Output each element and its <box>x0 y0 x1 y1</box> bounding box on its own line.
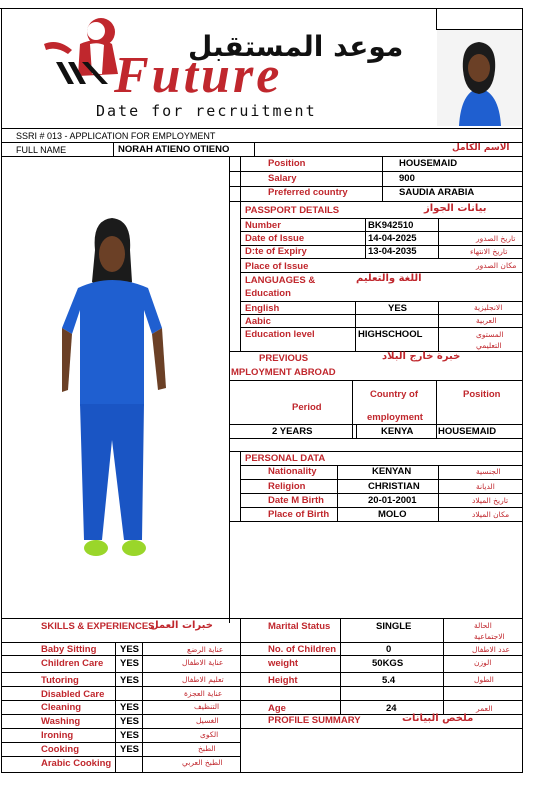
place-of-birth-label-ar: مكان الميلاد <box>472 510 510 519</box>
religion-label: Religion <box>268 481 306 492</box>
skill-value: YES <box>120 730 140 741</box>
experience-position: HOUSEMAID <box>438 426 497 437</box>
children-label-ar: عدد الاطفال <box>472 645 510 654</box>
previous-employment-heading-ar: خبرة خارج البلاد <box>382 351 461 362</box>
education-level-value: HIGHSCHOOL <box>358 329 423 340</box>
date-of-issue-label: Date of Issue <box>245 233 305 244</box>
skill-label: Baby Sitting <box>41 644 97 655</box>
country-column-header-2: employment <box>367 412 423 423</box>
skill-value: YES <box>120 702 140 713</box>
date-of-expiry-label-ar: تاريخ الانتهاء <box>470 247 508 256</box>
form-title: SSRI # 013 - APPLICATION FOR EMPLOYMENT <box>16 131 216 141</box>
salary-label: Salary <box>268 173 297 184</box>
children-value: 0 <box>386 644 392 655</box>
arabic-label-ar: العربية <box>476 316 497 325</box>
skill-label-ar: الكوى <box>200 730 219 739</box>
logo-tagline: Date for recruitment <box>96 102 317 120</box>
nationality-label: Nationality <box>268 466 317 477</box>
skill-label-ar: الطبخ العربي <box>182 758 223 767</box>
place-of-issue-label-ar: مكان الصدور <box>476 261 517 270</box>
profile-summary-label: PROFILE SUMMARY <box>268 715 361 726</box>
marital-status-value: SINGLE <box>376 621 412 632</box>
religion-value: CHRISTIAN <box>368 481 420 492</box>
previous-employment-heading-1: PREVIOUS <box>259 353 309 364</box>
experience-country: KENYA <box>381 426 414 437</box>
period-column-header: Period <box>292 402 322 413</box>
date-of-birth-value: 20-01-2001 <box>368 495 417 506</box>
marital-status-label-ar-2: الاجتماعية <box>474 632 505 641</box>
personal-data-heading: PERSONAL DATA <box>245 453 326 464</box>
skills-heading-ar: خبرات العمل <box>150 620 213 631</box>
skill-label: Cleaning <box>41 702 82 713</box>
date-of-birth-label-ar: تاريخ الميلاد <box>472 496 509 505</box>
skill-label-ar: التنظيف <box>194 702 220 711</box>
english-value: YES <box>388 303 408 314</box>
company-logo <box>38 14 438 122</box>
applicant-portrait-photo <box>437 30 522 126</box>
height-label: Height <box>268 675 298 686</box>
passport-heading: PASSPORT DETAILS <box>245 205 340 216</box>
skill-label-ar: الغسيل <box>196 716 219 725</box>
skill-value: YES <box>120 744 140 755</box>
place-of-birth-label: Place of Birth <box>268 509 330 520</box>
profile-summary-label-ar: ملخص البيانات <box>402 713 474 724</box>
full-name-label: FULL NAME <box>16 145 67 155</box>
nationality-label-ar: الجنسية <box>476 467 501 476</box>
full-name-value: NORAH ATIENO OTIENO <box>118 144 230 155</box>
full-name-label-ar: الاسم الكامل <box>452 143 510 153</box>
skill-label: Cooking <box>41 744 79 755</box>
date-of-issue-value: 14-04-2025 <box>368 233 417 244</box>
logo-arabic-text: موعد المستقبل <box>188 30 404 63</box>
preferred-country-label: Preferred country <box>268 187 348 198</box>
religion-label-ar: الديانة <box>476 482 495 491</box>
skills-heading: SKILLS & EXPERIENCES <box>41 621 155 632</box>
skill-value: YES <box>120 658 140 669</box>
height-value: 5.4 <box>382 675 396 686</box>
education-level-label-ar-1: المستوى <box>476 330 504 339</box>
position-column-header: Position <box>463 389 501 400</box>
skill-label-ar: عناية الرضع <box>187 645 224 654</box>
english-label: English <box>245 303 280 314</box>
position-value: HOUSEMAID <box>399 158 458 169</box>
languages-heading-ar: اللغة والتعليم <box>356 273 422 284</box>
weight-label: weight <box>268 658 299 669</box>
passport-number-label: Number <box>245 220 281 231</box>
english-label-ar: الانجليزية <box>474 303 503 312</box>
nationality-value: KENYAN <box>372 466 412 477</box>
skill-label-ar: تعليم الاطفال <box>182 675 224 684</box>
logo-future-text: Future <box>114 47 283 104</box>
education-level-label-ar-2: التعليمي <box>476 341 502 350</box>
skill-label: Ironing <box>41 730 74 741</box>
skill-label-ar: الطبخ <box>198 744 216 753</box>
position-label: Position <box>268 158 306 169</box>
marital-status-label-ar-1: الحالة <box>474 621 492 630</box>
height-label-ar: الطول <box>474 675 494 684</box>
skill-label: Arabic Cooking <box>41 758 112 769</box>
skill-value: YES <box>120 675 140 686</box>
applicant-full-body-photo <box>40 210 190 570</box>
languages-heading: LANGUAGES & <box>245 275 316 286</box>
skill-label: Disabled Care <box>41 689 105 700</box>
skill-label: Children Care <box>41 658 104 669</box>
age-value: 24 <box>386 703 397 714</box>
skill-value: YES <box>120 644 140 655</box>
weight-label-ar: الوزن <box>474 658 492 667</box>
place-of-birth-value: MOLO <box>378 509 407 520</box>
skill-label: Tutoring <box>41 675 79 686</box>
skill-label-ar: عناية العجزة <box>184 689 223 698</box>
preferred-country-value: SAUDIA ARABIA <box>399 187 475 198</box>
marital-status-label: Marital Status <box>268 621 331 632</box>
education-level-label: Education level <box>245 329 315 340</box>
education-heading: Education <box>245 288 291 299</box>
experience-period: 2 YEARS <box>272 426 313 437</box>
skill-label-ar: عناية الاطفال <box>182 658 224 667</box>
skill-value: YES <box>120 716 140 727</box>
passport-heading-ar: بيانات الجواز <box>424 203 487 214</box>
date-of-expiry-value: 13-04-2035 <box>368 246 417 257</box>
skill-label: Washing <box>41 716 81 727</box>
age-label: Age <box>268 703 286 714</box>
age-label-ar: العمر <box>476 704 493 713</box>
place-of-issue-label: Place of Issue <box>245 261 309 272</box>
date-of-birth-label: Date M Birth <box>268 495 324 506</box>
date-of-issue-label-ar: تاريخ الصدور <box>476 234 516 243</box>
date-of-expiry-label: D:te of Expiry <box>245 246 307 257</box>
children-label: No. of Children <box>268 644 337 655</box>
passport-number-value: BK942510 <box>368 220 414 231</box>
previous-employment-heading-2: MPLOYMENT ABROAD <box>231 367 336 378</box>
weight-value: 50KGS <box>372 658 404 669</box>
arabic-label: Aabic <box>245 316 271 327</box>
country-column-header-1: Country of <box>370 389 419 400</box>
salary-value: 900 <box>399 173 415 184</box>
